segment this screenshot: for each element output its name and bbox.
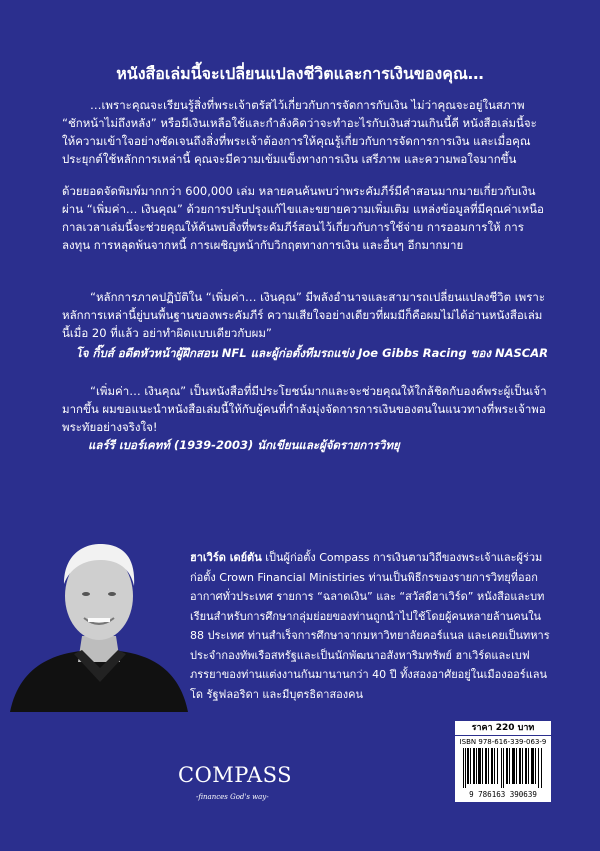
barcode xyxy=(455,736,551,802)
logo-text: COMPASS xyxy=(178,763,293,787)
author-bio-text: เป็นผู้ก่อตั้ง Compass การเงินตามวิถีของพระเจ้าและผู้ร่วมก่อตั้ง Crown Financial Ministiries ท่านเป็นพิธีกรของรายการวิทยุที่ออกอากาศทั่วประเทศ รายการ “ฉลาดเงิน” และ “สวัสดีฮาเวิร์ด” หนังสือและบทเรียนสำหรับการศึกษากลุ่มย่อยของท่านถูกนำไปใช้โดยผู้คนหลายล้านคนใน 88 ประเทศ ท่านสำเร็จการศึกษาจากมหาวิทยาลัยคอร์แนล และเคยเป็นทหารประจำกองทัพเรือสหรัฐและเป็นนักพัฒนาอสังหาริมทรัพย์ ฮาเวิร์ดและเบฟภรรยาของท่านแต่งงานกันมานานกว่า 40 ปี ทั้งสองอาศัยอยู่ในเมืองออร์แลนโด รัฐฟลอริดา และมีบุตรธิดาสองคน xyxy=(190,551,550,701)
quote-2: “เพิ่มค่า… เงินคุณ” เป็นหนังสือที่มีประโยชน์มากและจะช่วยคุณให้ใกล้ชิดกับองค์พระผู้เป็นเจ้ามากขึ้น ผมขอแนะนำหนังสือเล่มนี้ให้กับผู้คนที่กำลังมุ่งจัดการการเงินของตนในแนวทางที่พระเจ้าพอพระทัยอย่างจริงใจ! xyxy=(62,384,547,434)
quote-1-attribution: โจ กิ๊บส์ อดีตหัวหน้าผู้ฝึกสอน NFL และผู้ก่อตั้งทีมรถแข่ง Joe Gibbs Racing ของ NASCAR xyxy=(75,346,548,360)
intro-paragraph-1: …เพราะคุณจะเรียนรู้สิ่งที่พระเจ้าตรัสไว้เกี่ยวกับการจัดการกับเงิน ไม่ว่าคุณจะอยู่ในสภาพ “ชักหน้าไม่ถึงหลัง” หรือมีเงินเหลือใช้และกำลังคิดว่าจะทำอะไรกับเงินส่วนเกินนี้ดี หนังสือเล่มนี้จะให้ความเข้าใจอย่างชัดเจนถึงสิ่งที่พระเจ้าต้องการให้คุณรู้เกี่ยวกับการจัดการการเงิน และเมื่อคุณประยุกต์ใช้หลักการเหล่านี้ คุณจะมีความเข้มแข็งทางการเงิน เสรีภาพ และความพอใจมากขึ้น xyxy=(62,98,537,166)
headline: หนังสือเล่มนี้จะเปลี่ยนแปลงชีวิตและการเงินของคุณ… xyxy=(116,64,484,83)
quote-2-attribution: แลร์รี เบอร์เคทท์ (1939-2003) นักเขียนและผู้จัดรายการวิทยุ xyxy=(88,438,400,452)
barcode-bars xyxy=(463,748,543,788)
compass-logo xyxy=(178,763,298,813)
intro-paragraph-2: ด้วยยอดจัดพิมพ์มากกว่า 600,000 เล่ม หลายคนค้นพบว่าพระคัมภีร์มีคำสอนมากมายเกี่ยวกับเงินผ่าน “เพิ่มค่า… เงินคุณ” ด้วยการปรับปรุงแก้ไขและขยายความเพิ่มเติม แหล่งข้อมูลที่มีคุณค่าเหนือกาลเวลาเล่มนี้จะช่วยคุณให้ค้นพบสิ่งที่พระคัมภีร์สอนไว้เกี่ยวกับการใช้จ่าย การออมการให้ การลงทุน การหลุดพ้นจากหนี้ การเผชิญหน้ากับวิกฤตทางการเงิน และอื่นๆ อีกมากมาย xyxy=(62,184,544,252)
quote-1: “หลักการภาคปฏิบัติใน “เพิ่มค่า… เงินคุณ” มีพลังอำนาจและสามารถเปลี่ยนแปลงชีวิต เพราะหลักการเหล่านี้ยู่บนพื้นฐานของพระคัมภีร์ ความเสียใจอย่างเดียวที่ผมมีก็คือผมไม่ได้อ่านหนังสือเล่มนี้เมื่อ 20 ที่แล้ว อย่าทำผิดแบบเดียวกับผม” xyxy=(62,290,546,340)
isbn-number: ISBN 978-616-339-063-9 xyxy=(459,738,547,746)
author-photo xyxy=(0,532,198,712)
barcode-number: 9 786163 390639 xyxy=(469,790,537,799)
logo-tagline: -finances God's way- xyxy=(196,793,269,801)
price-label: ราคา 220 บาท xyxy=(455,721,551,735)
author-name: ฮาเวิร์ด เดย์ตัน xyxy=(190,551,262,564)
author-bio xyxy=(190,548,550,704)
